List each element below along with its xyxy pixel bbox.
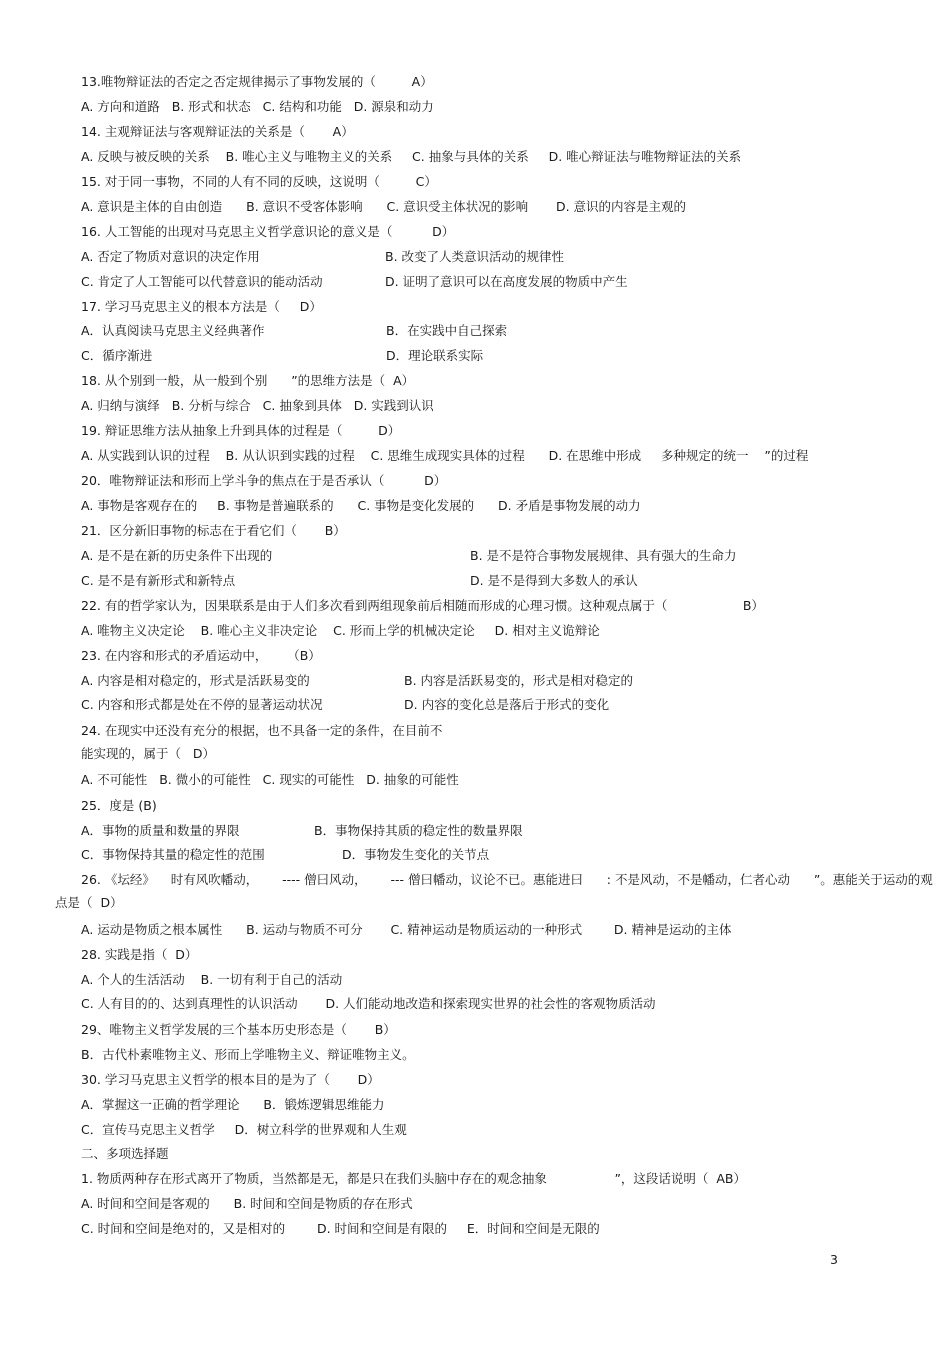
q29-stem: 29、唯物主义哲学发展的三个基本历史形态是（ B）	[81, 1022, 396, 1037]
q19-options: A. 从实践到认识的过程 B. 从认识到实践的过程 C. 思维生成现实具体的过程 D. 在思维中形成 多种规定的统一 ”的过程	[81, 448, 809, 463]
q23-option-c: C. 内容和形式都是处在不停的显著运动状况	[81, 697, 323, 712]
q25-stem: 25．度是 (B)	[81, 798, 157, 813]
q14-stem: 14. 主观辩证法与客观辩证法的关系是（ A）	[81, 124, 354, 139]
q28-options-line1: A. 个人的生活活动 B. 一切有利于自己的活动	[81, 972, 343, 987]
q21-option-b: B. 是不是符合事物发展规律、具有强大的生命力	[470, 548, 737, 563]
q16-option-d: D. 证明了意识可以在高度发展的物质中产生	[385, 274, 628, 289]
q13-stem: 13.唯物辩证法的否定之否定规律揭示了事物发展的（ A）	[81, 74, 433, 89]
q14-options: A. 反映与被反映的关系 B. 唯心主义与唯物主义的关系 C. 抽象与具体的关系 D. 唯心辩证法与唯物辩证法的关系	[81, 149, 742, 164]
q26-options: A. 运动是物质之根本属性 B. 运动与物质不可分 C. 精神运动是物质运动的一种形式 D. 精神是运动的主体	[81, 922, 732, 937]
q17-option-a: A．认真阅读马克思主义经典著作	[81, 323, 265, 338]
q23-option-d: D. 内容的变化总是落后于形式的变化	[404, 697, 610, 712]
q21-stem: 21．区分新旧事物的标志在于看它们（ B）	[81, 523, 346, 538]
q17-option-c: C．循序渐进	[81, 348, 153, 363]
q20-stem: 20．唯物辩证法和形而上学斗争的焦点在于是否承认（ D）	[81, 473, 447, 488]
q16-option-c: C. 肯定了人工智能可以代替意识的能动活动	[81, 274, 323, 289]
q24-stem-line1: 24. 在现实中还没有充分的根据，也不具备一定的条件，在目前不	[81, 723, 443, 738]
q25-option-c: C．事物保持其量的稳定性的范围	[81, 847, 265, 862]
q30-options-line2: C．宣传马克思主义哲学 D．树立科学的世界观和人生观	[81, 1122, 407, 1137]
q16-stem: 16. 人工智能的出现对马克思主义哲学意识论的意义是（ D）	[81, 224, 455, 239]
q28-stem: 28. 实践是指（ D）	[81, 947, 198, 962]
q22-stem: 22. 有的哲学家认为，因果联系是由于人们多次看到两组现象前后相随而形成的心理习惯。这种观点属于（ B）	[81, 598, 764, 613]
q17-stem: 17. 学习马克思主义的根本方法是（ D）	[81, 299, 322, 314]
q22-options: A. 唯物主义决定论 B. 唯心主义非决定论 C. 形而上学的机械决定论 D. 相对主义诡辩论	[81, 623, 600, 638]
q23-option-b: B. 内容是活跃易变的，形式是相对稳定的	[404, 673, 634, 688]
q24-options: A. 不可能性 B. 微小的可能性 C. 现实的可能性 D. 抽象的可能性	[81, 772, 459, 787]
q19-stem: 19. 辩证思维方法从抽象上升到具体的过程是（ D）	[81, 423, 401, 438]
q15-stem: 15. 对于同一事物，不同的人有不同的反映，这说明（ C）	[81, 174, 437, 189]
q21-option-c: C. 是不是有新形式和新特点	[81, 573, 236, 588]
q30-options-line1: A．掌握这一正确的哲学理论 B．锻炼逻辑思维能力	[81, 1097, 385, 1112]
page-number: 3	[830, 1252, 838, 1267]
q29-options: B．古代朴素唯物主义、形而上学唯物主义、辩证唯物主义。	[81, 1047, 415, 1062]
q16-option-b: B. 改变了人类意识活动的规律性	[385, 249, 565, 264]
section-heading-multiple-choice: 二、多项选择题	[81, 1146, 169, 1161]
q23-stem: 23. 在内容和形式的矛盾运动中， （B）	[81, 648, 321, 663]
q18-options: A. 归纳与演绎 B. 分析与综合 C. 抽象到具体 D. 实践到认识	[81, 398, 434, 413]
q25-option-a: A．事物的质量和数量的界限	[81, 823, 240, 838]
q21-option-d: D. 是不是得到大多数人的承认	[470, 573, 638, 588]
q16-option-a: A. 否定了物质对意识的决定作用	[81, 249, 260, 264]
q24-stem-line2: 能实现的，属于（ D）	[81, 746, 216, 761]
q21-option-a: A. 是不是在新的历史条件下出现的	[81, 548, 273, 563]
q30-stem: 30. 学习马克思主义哲学的根本目的是为了（ D）	[81, 1072, 380, 1087]
q28-options-line2: C. 人有目的的、达到真理性的认识活动 D. 人们能动地改造和探索现实世界的社会性的客观物质活动	[81, 996, 656, 1011]
q17-option-d: D．理论联系实际	[386, 348, 484, 363]
q23-option-a: A. 内容是相对稳定的，形式是活跃易变的	[81, 673, 310, 688]
q26-stem-line1: 26. 《坛经》 时有风吹幡动， ---- 僧曰风动， --- 僧曰幡动，议论不已。惠能进曰 : 不是风动，不是幡动，仁者心动 ”。惠能关于运动的观	[81, 872, 933, 887]
m1-options-line2: C. 时间和空间是绝对的，又是相对的 D. 时间和空间是有限的 E．时间和空间是无限的	[81, 1221, 600, 1236]
q26-stem-line2: 点是（ D）	[55, 895, 123, 910]
q18-stem: 18. 从个别到一般，从一般到个别 ”的思维方法是（ A）	[81, 373, 415, 388]
q25-option-d: D．事物发生变化的关节点	[342, 847, 490, 862]
q13-options: A. 方向和道路 B. 形式和状态 C. 结构和功能 D. 源泉和动力	[81, 99, 434, 114]
q25-option-b: B．事物保持其质的稳定性的数量界限	[314, 823, 523, 838]
q17-option-b: B．在实践中自己探索	[386, 323, 508, 338]
m1-stem: 1. 物质两种存在形式离开了物质，当然都是无，都是只在我们头脑中存在的观念抽象 ”，这段话说明（ AB）	[81, 1171, 746, 1186]
m1-options-line1: A. 时间和空间是客观的 B. 时间和空间是物质的存在形式	[81, 1196, 413, 1211]
q15-options: A. 意识是主体的自由创造 B. 意识不受客体影响 C. 意识受主体状况的影响 D. 意识的内容是主观的	[81, 199, 687, 214]
q20-options: A. 事物是客观存在的 B. 事物是普遍联系的 C. 事物是变化发展的 D. 矛盾是事物发展的动力	[81, 498, 641, 513]
